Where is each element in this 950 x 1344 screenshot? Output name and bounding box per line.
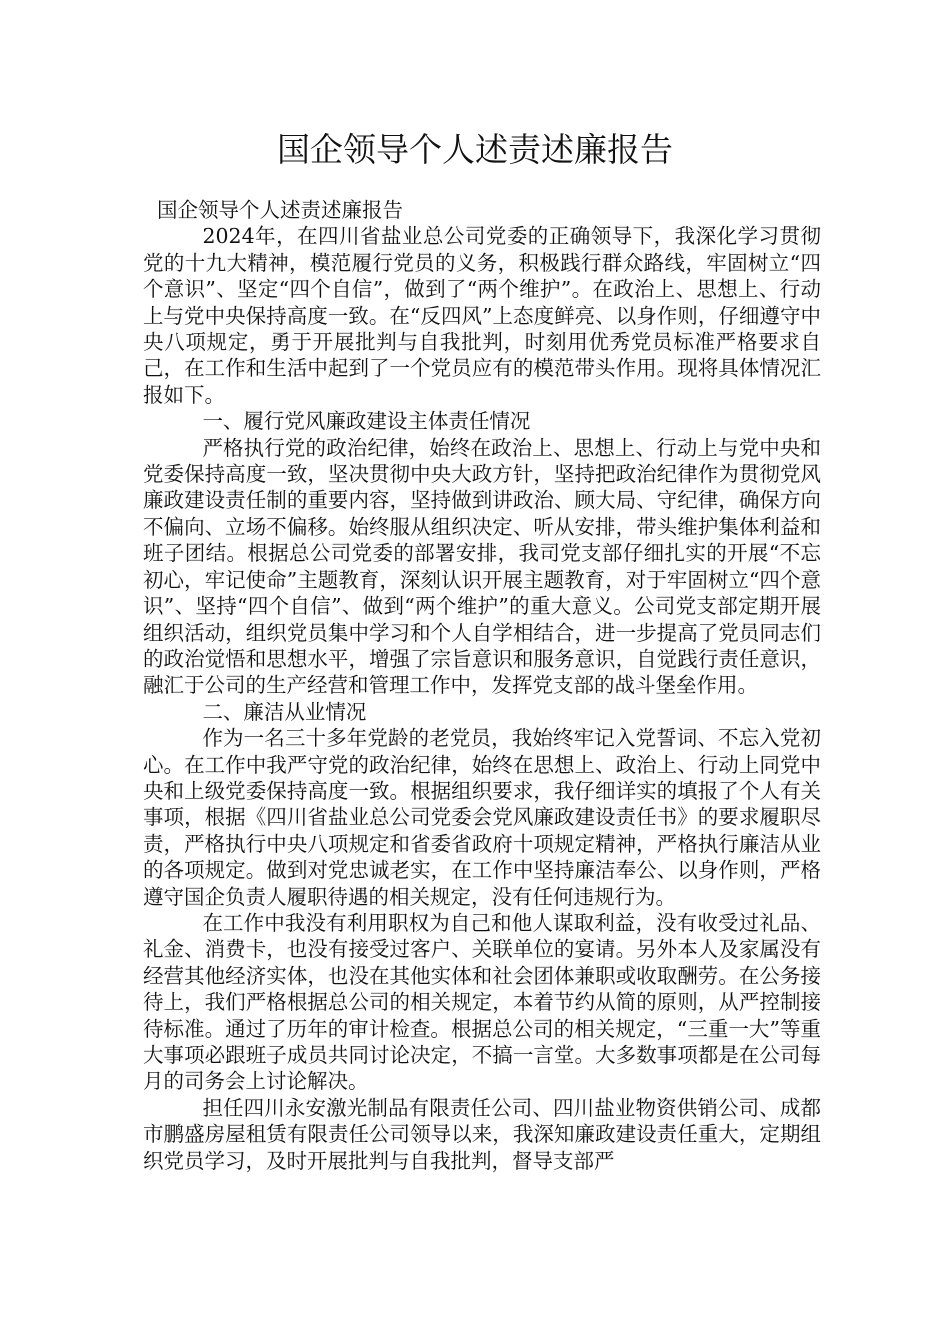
document-subtitle: 国企领导个人述责述廉报告 <box>157 198 403 222</box>
section-heading-1: 一、履行党风廉政建设主体责任情况 <box>202 409 531 434</box>
document-body <box>143 197 821 1174</box>
document-title: 国企领导个人述责述廉报告 <box>277 130 673 169</box>
paragraph-section-1: 严格执行党的政治纪律，始终在政治上、思想上、行动上与党中央和党委保持高度一致，坚决贯彻中央大政方针，坚持把政治纪律作为贯彻党风廉政建设责任制的重要内容，坚持做到讲政治、顾大局、守纪律，确保方向不偏向、立场不偏移。始终服从组织决定、听从安排，带头维护集体利益和班子团结。根据总公司党委的部署安排，我司党支部仔细扎实的开展“不忘初心，牢记使命”主题教育，深刻认识开展主题教育，对于牢固树立“四个意识”、坚持“四个自信”、做到“两个维护”的重大意义。公司党支部定期开展组织活动，组织党员集中学习和个人自学相结合，进一步提高了党员同志们的政治觉悟和思想水平，增强了宗旨意识和服务意识，自觉践行责任意识，融汇于公司的生产经营和管理工作中，发挥党支部的战斗堡垒作用。 <box>143 435 821 698</box>
paragraph-section-2-b: 在工作中我没有利用职权为自己和他人谋取利益，没有收受过礼品、礼金、消费卡，也没有接受过客户、关联单位的宴请。另外本人及家属没有经营其他经济实体，也没在其他实体和社会团体兼职或收取酬劳。在公务接待上，我们严格根据总公司的相关规定，本着节约从简的原则，从严控制接待标准。通过了历年的审计检查。根据总公司的相关规定，“三重一大”等重大事项必跟班子成员共同讨论决定，不搞一言堂。大多数事项都是在公司每月的司务会上讨论解决。 <box>143 910 821 1094</box>
section-heading-2: 二、廉洁从业情况 <box>202 699 367 724</box>
paragraph-intro: 2024年，在四川省盐业总公司党委的正确领导下，我深化学习贯彻党的十九大精神，模范履行党员的义务，积极践行群众路线，牢固树立“四个意识”、坚定“四个自信”，做到了“两个维护”。在政治上、思想上、行动上与党中央保持高度一致。在“反四风”上态度鲜亮、以身作则，仔细遵守中央八项规定，勇于开展批判与自我批判，时刻用优秀党员标准严格要求自己，在工作和生活中起到了一个党员应有的模范带头作用。现将具体情况汇报如下。 <box>143 224 821 407</box>
paragraph-section-2-a: 作为一名三十多年党龄的老党员，我始终牢记入党誓词、不忘入党初心。在工作中我严守党的政治纪律，始终在思想上、政治上、行动上同党中央和上级党委保持高度一致。根据组织要求，我仔细详实的填报了个人有关事项，根据《四川省盐业总公司党委会党风廉政建设责任书》的要求履职尽责，严格执行中央八项规定和省委省政府十项规定精神，严格执行廉洁从业的各项规定。做到对党忠诚老实，在工作中坚持廉洁奉公、以身作则，严格遵守国企负责人履职待遇的相关规定，没有任何违规行为。 <box>143 726 821 909</box>
paragraph-section-2-c: 担任四川永安激光制品有限责任公司、四川盐业物资供销公司、成都市鹏盛房屋租赁有限责任公司领导以来，我深知廉政建设责任重大，定期组织党员学习，及时开展批判与自我批判，督导支部严 <box>143 1095 821 1173</box>
